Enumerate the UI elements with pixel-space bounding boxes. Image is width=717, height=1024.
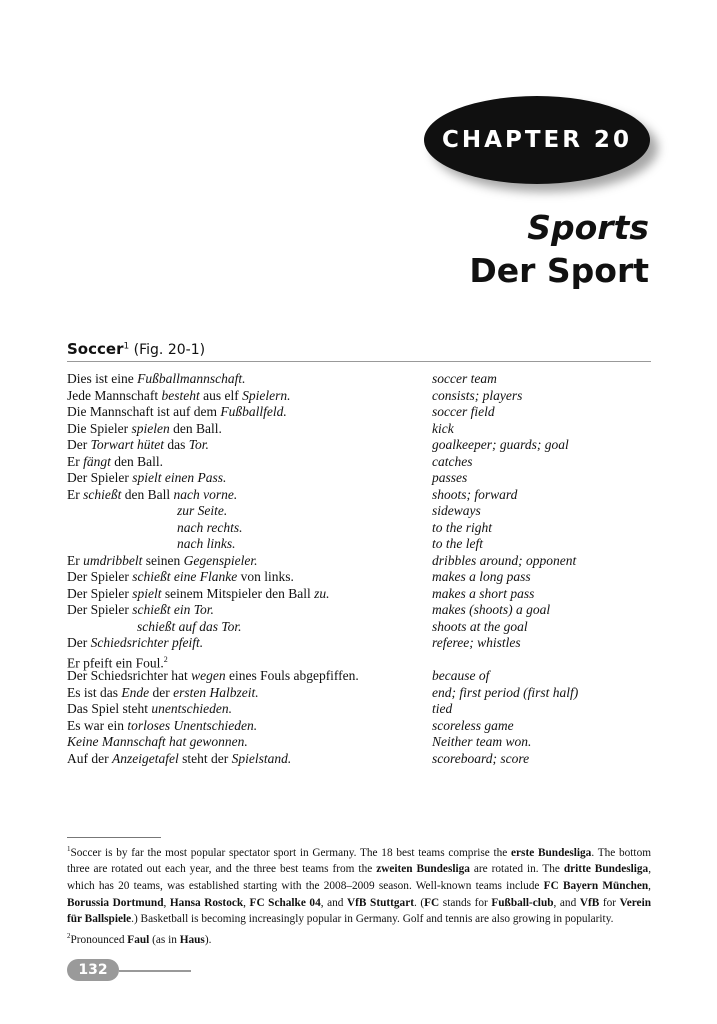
vocab-row: [67, 586, 657, 603]
vocab-row: [67, 520, 657, 537]
vocab-row: [67, 553, 657, 570]
vocab-english: tied: [432, 701, 453, 716]
vocab-row: [67, 470, 657, 487]
vocab-row: [67, 652, 657, 669]
vocab-english: passes: [432, 470, 468, 485]
vocab-english: goalkeeper; guards; goal: [432, 437, 569, 452]
vocab-english: shoots at the goal: [432, 618, 528, 634]
vocab-row: [67, 701, 657, 718]
vocab-german: Er schießt den Ball nach vorne.: [67, 486, 238, 502]
vocab-german: Er fängt den Ball.: [67, 453, 164, 469]
vocab-row: [67, 685, 657, 702]
vocab-english: soccer field: [432, 404, 495, 419]
vocab-row: [67, 635, 657, 652]
vocab-row: [67, 718, 657, 735]
vocab-german: Die Mannschaft ist auf dem Fußballfeld.: [67, 404, 287, 419]
figure-reference: (Fig. 20-1): [133, 342, 206, 358]
page-number-badge: [67, 959, 119, 981]
vocab-german: Keine Mannschaft hat gewonnen.: [67, 734, 248, 749]
vocab-german: Der Spieler spielt seinem Mitspieler den Ball zu.: [67, 585, 330, 601]
vocab-german: Es ist das Ende der ersten Halbzeit.: [67, 684, 259, 700]
vocab-german: Jede Mannschaft besteht aus elf Spielern.: [67, 387, 291, 403]
section-heading: [67, 340, 651, 362]
vocab-english: kick: [432, 420, 454, 436]
footnote-2: $^2$Pronounced Faul (as in Haus).: [67, 931, 212, 946]
vocab-row: [67, 734, 657, 751]
vocab-row: [67, 487, 657, 504]
vocab-german: nach links.: [177, 536, 236, 551]
vocab-english: because of: [432, 668, 490, 683]
vocab-row: [67, 503, 657, 520]
vocab-row: [67, 619, 657, 636]
vocab-row: [67, 602, 657, 619]
footnotes: [67, 841, 651, 948]
vocab-english: referee; whistles: [432, 635, 521, 650]
footnote-mark: 1: [123, 341, 130, 352]
vocab-german: Er umdribbelt seinen Gegenspieler.: [67, 552, 258, 568]
vocab-row: [67, 404, 657, 421]
vocab-german: nach rechts.: [177, 519, 243, 535]
vocab-english: Neither team won.: [432, 734, 532, 749]
vocab-row: [67, 751, 657, 768]
vocabulary-list: [67, 371, 657, 767]
vocab-row: [67, 668, 657, 685]
vocab-english: scoreless game: [432, 717, 514, 733]
vocab-english: end; first period (first half): [432, 684, 579, 700]
vocab-english: soccer team: [432, 371, 497, 386]
chapter-label: CHAPTER 20: [442, 127, 632, 153]
vocab-english: makes a short pass: [432, 585, 535, 601]
vocab-german: Der Spieler schießt eine Flanke von links.: [67, 569, 294, 584]
vocab-english: to the right: [432, 519, 492, 535]
vocab-german: Das Spiel steht unentschieden.: [67, 701, 232, 716]
chapter-title-german: Der Sport: [469, 251, 649, 290]
page-number: 132: [78, 962, 108, 978]
vocab-english: scoreboard; score: [432, 750, 530, 766]
vocab-german: Der Torwart hütet das Tor.: [67, 437, 209, 452]
vocab-german: Der Spieler spielt einen Pass.: [67, 470, 227, 485]
vocab-row: [67, 421, 657, 438]
vocab-row: [67, 536, 657, 553]
vocab-german: Dies ist eine Fußballmannschaft.: [67, 371, 246, 386]
vocab-english: catches: [432, 453, 473, 469]
vocab-row: [67, 569, 657, 586]
vocab-row: [67, 454, 657, 471]
vocab-german: schießt auf das Tor.: [137, 618, 242, 634]
vocab-german: Auf der Anzeigetafel steht der Spielstand.: [67, 750, 292, 766]
footnote-divider: [67, 837, 161, 838]
vocab-german: Die Spieler spielen den Ball.: [67, 420, 222, 436]
vocab-row: [67, 371, 657, 388]
vocab-row: [67, 437, 657, 454]
section-title: Soccer: [67, 340, 124, 358]
footnote-1: $^1$Soccer is by far the most popular spectator sport in Germany. The 18 best teams comprise the erste Bundesliga. The bottom three are rotated out each year, and the three best teams from the zweiten Bundesliga are rotated in. The dritte Bundesliga, which has 20 teams, was established starting with the 2008–2009 season. Well-known teams include FC Bayern München, Borussia Dortmund, Hansa Rostock, FC Schalke 04, and VfB Stuttgart. (FC stands for Fußball-club, and VfB for Verein für Ballspiele.) Basketball is becoming increasingly popular in Germany. Golf and tennis are also growing in popularity.: [67, 845, 652, 926]
page-number-rule: [119, 970, 191, 972]
vocab-english: consists; players: [432, 387, 523, 403]
vocab-german: Der Spieler schießt ein Tor.: [67, 602, 214, 617]
vocab-english: to the left: [432, 536, 483, 551]
chapter-badge: [424, 96, 650, 184]
vocab-english: sideways: [432, 503, 481, 518]
vocab-german: Der Schiedsrichter pfeift.: [67, 635, 204, 650]
vocab-german: Er pfeift ein Foul.$^2$: [67, 654, 168, 670]
vocab-english: shoots; forward: [432, 486, 518, 502]
vocab-german: Es war ein torloses Unentschieden.: [67, 717, 258, 733]
vocab-row: [67, 388, 657, 405]
vocab-english: makes a long pass: [432, 569, 531, 584]
chapter-title-english: Sports: [527, 208, 649, 247]
vocab-english: makes (shoots) a goal: [432, 602, 551, 617]
vocab-german: zur Seite.: [177, 503, 228, 518]
vocab-english: dribbles around; opponent: [432, 552, 577, 568]
vocab-german: Der Schiedsrichter hat wegen eines Fouls abgepfiffen.: [67, 668, 359, 683]
